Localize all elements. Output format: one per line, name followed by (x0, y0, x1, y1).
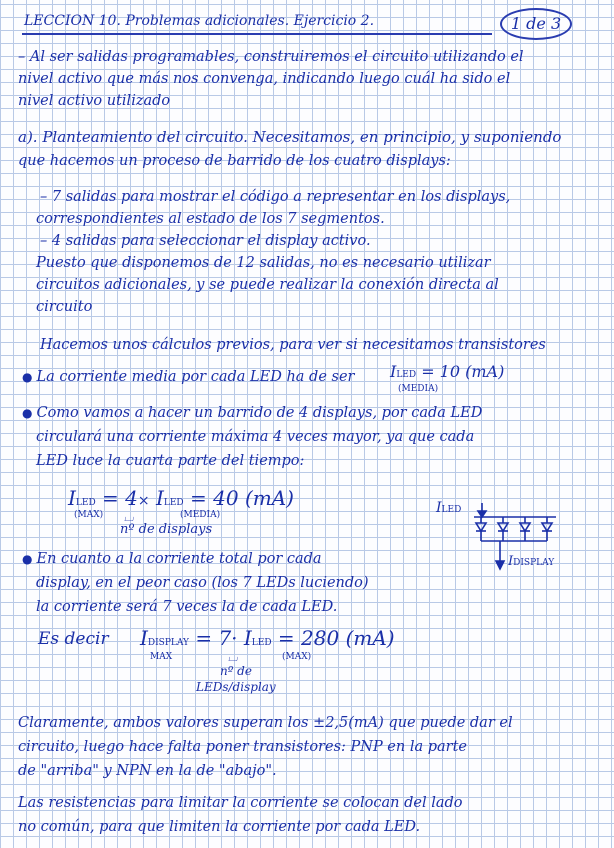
text-line: circulará una corriente máxima 4 veces mayor, ya que cada (36, 429, 475, 445)
equation-sub: (MEDIA) (180, 510, 221, 520)
equation-note: nº de displays (120, 522, 213, 537)
arrow-head (496, 561, 504, 569)
list-item: – 4 salidas para seleccionar el display activo. (40, 233, 371, 249)
equation-note: LEDs/display (196, 680, 276, 694)
bullet-item: ● La corriente media por cada LED ha de ser (22, 369, 355, 385)
label-i-display: IDISPLAY (508, 554, 555, 569)
equation-led-media: ILED = 10 (mA) (390, 362, 505, 381)
bullet-icon: ● (22, 370, 33, 384)
text-line: LED luce la cuarta parte del tiempo: (36, 453, 305, 469)
text-line: circuito, luego hace falta poner transistores: PNP en la parte (18, 739, 467, 755)
text-line: nivel activo que más nos convenga, indicando luego cuál ha sido el (18, 71, 511, 87)
text-line: la corriente será 7 veces la de cada LED. (36, 599, 338, 615)
text-line: – Al ser salidas programables, construiremos el circuito utilizando el (18, 49, 524, 65)
text-line: display, en el peor caso (los 7 LEDs luciendo) (36, 575, 369, 591)
list-item: – 7 salidas para mostrar el código a representar en los displays, (40, 189, 511, 205)
text-line: Puesto que disponemos de 12 salidas, no es necesario utilizar (36, 255, 491, 271)
bullet-icon: ● (22, 552, 33, 566)
label-i-led: ILED (436, 500, 462, 516)
equation-sub: (MAX) (74, 510, 104, 520)
led-symbol (520, 523, 530, 531)
equation-sub: MAX (150, 652, 173, 662)
bullet-item: ● En cuanto a la corriente total por cada (22, 551, 322, 567)
text-line: de "arriba" y NPN en la de "abajo". (18, 763, 277, 779)
brace-mark: ⌴ (124, 510, 134, 524)
led-symbol (476, 523, 486, 531)
page-title: LECCION 10. Problemas adicionales. Ejercicio 2. (24, 13, 375, 29)
text-line: Es decir (38, 629, 109, 649)
equation-display-max: IDISPLAY = 7· ILED = 280 (mA) (140, 626, 395, 650)
equation-sub: (MAX) (282, 652, 312, 662)
equation-sub: (MEDIA) (398, 384, 439, 394)
section-heading: a). Planteamiento del circuito. Necesitamos, en principio, y suponiendo (18, 128, 562, 146)
text-line: no común, para que limiten la corriente por cada LED. (18, 819, 421, 835)
text-line: circuito (36, 299, 93, 315)
text-line: circuitos adicionales, y se puede realizar la conexión directa al (36, 277, 499, 293)
led-symbol (542, 523, 552, 531)
bullet-item: ● Como vamos a hacer un barrido de 4 displays, por cada LED (22, 405, 483, 421)
arrow-head (478, 511, 486, 517)
text-line: nivel activo utilizado (18, 93, 171, 109)
text-line: que hacemos un proceso de barrido de los cuatro displays: (18, 153, 451, 169)
equation-note: nº de (220, 664, 252, 678)
led-symbol (498, 523, 508, 531)
text-line: Hacemos unos cálculos previos, para ver si necesitamos transistores (40, 337, 546, 353)
text-line: Las resistencias para limitar la corriente se colocan del lado (18, 795, 463, 811)
text-line: Claramente, ambos valores superan los ±2,5(mA) que puede dar el (18, 715, 513, 731)
bullet-icon: ● (22, 406, 33, 420)
page-number-badge: 1 de 3 (500, 8, 572, 40)
title-underline (22, 33, 492, 35)
brace-mark: ⌴ (228, 650, 238, 664)
equation-led-max: ILED = 4× ILED = 40 (mA) (68, 486, 294, 510)
list-item: correspondientes al estado de los 7 segmentos. (36, 211, 385, 227)
